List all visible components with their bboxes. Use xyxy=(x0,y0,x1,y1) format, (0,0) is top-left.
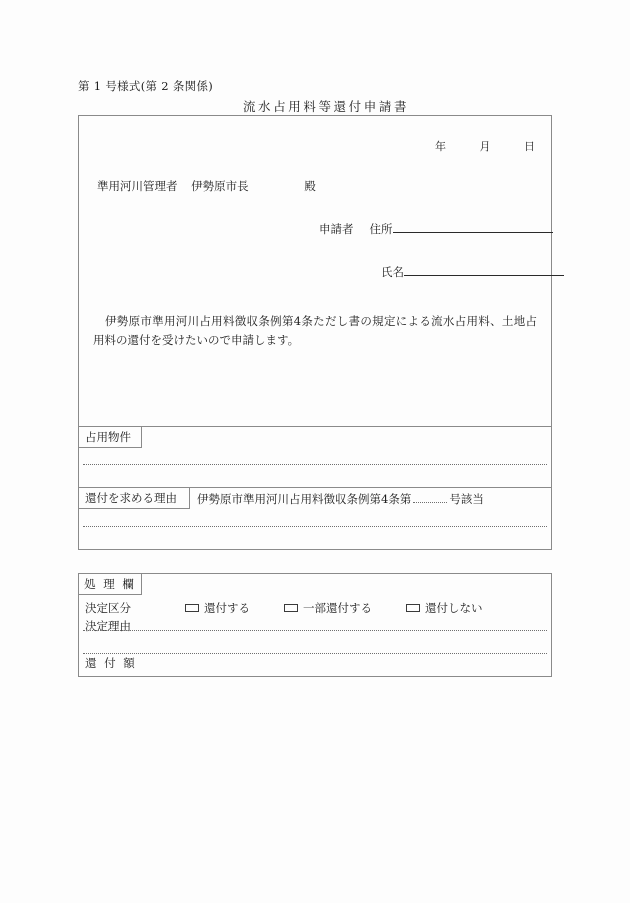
processing-section-box xyxy=(78,573,552,677)
refund-reason-prefix: 伊勢原市準用河川占用料徴収条例第4条第 xyxy=(197,492,412,506)
month-label: 月 xyxy=(479,140,491,153)
day-label: 日 xyxy=(524,140,535,153)
name-input[interactable] xyxy=(404,263,564,276)
statement-text: 伊勢原市準用河川占用料徴収条例第4条ただし書の規定による流水占用料、土地占用料の還付を受けたいので申請します。 xyxy=(93,314,537,347)
dotted-separator xyxy=(83,526,547,527)
checkbox-icon[interactable] xyxy=(406,604,420,612)
honorific: 殿 xyxy=(304,179,316,193)
dotted-separator xyxy=(83,464,547,465)
choice-no-refund-label: 還付しない xyxy=(425,601,483,615)
refund-amount-label: 還 付 額 xyxy=(85,656,137,670)
addressee-line xyxy=(97,178,316,194)
applicant-name-row xyxy=(319,263,564,280)
address-input[interactable] xyxy=(393,220,553,233)
date-line xyxy=(435,138,535,154)
occupied-object-label: 占用物件 xyxy=(79,427,142,448)
choice-partial-refund-label: 一部還付する xyxy=(303,601,372,615)
checkbox-icon[interactable] xyxy=(284,604,298,612)
refund-reason-value xyxy=(197,491,484,507)
decision-category-label: 決定区分 xyxy=(85,601,131,615)
recipient-name: 伊勢原市長 xyxy=(191,179,249,193)
processing-label: 処 理 欄 xyxy=(79,574,142,595)
choice-partial-refund[interactable] xyxy=(284,600,372,616)
form-number: 第 1 号様式(第 2 条関係) xyxy=(78,79,214,93)
applicant-label: 申請者 xyxy=(319,222,354,236)
year-label: 年 xyxy=(435,140,446,153)
application-main-box xyxy=(78,115,552,427)
choice-refund[interactable] xyxy=(185,600,250,616)
name-label: 氏名 xyxy=(381,265,404,279)
page-title: 流水占用料等還付申請書 xyxy=(242,99,410,114)
refund-reason-suffix: 号該当 xyxy=(449,492,484,506)
clause-number-input[interactable] xyxy=(413,491,447,503)
decision-reason-label: 決定理由 xyxy=(85,619,131,633)
table-row xyxy=(79,427,551,488)
occupancy-reason-table xyxy=(78,427,552,550)
river-manager-title: 準用河川管理者 xyxy=(97,179,178,193)
dotted-separator xyxy=(83,630,547,631)
address-label: 住所 xyxy=(369,222,393,236)
decision-category-row xyxy=(85,600,517,616)
choice-refund-label: 還付する xyxy=(204,601,250,615)
table-row xyxy=(79,488,551,550)
dotted-separator xyxy=(83,653,547,654)
applicant-block xyxy=(319,220,564,306)
checkbox-icon[interactable] xyxy=(185,604,199,612)
decision-block xyxy=(85,600,517,634)
applicant-address-row xyxy=(319,220,564,237)
refund-reason-label: 還付を求める理由 xyxy=(79,488,190,509)
choice-no-refund[interactable] xyxy=(406,600,483,616)
